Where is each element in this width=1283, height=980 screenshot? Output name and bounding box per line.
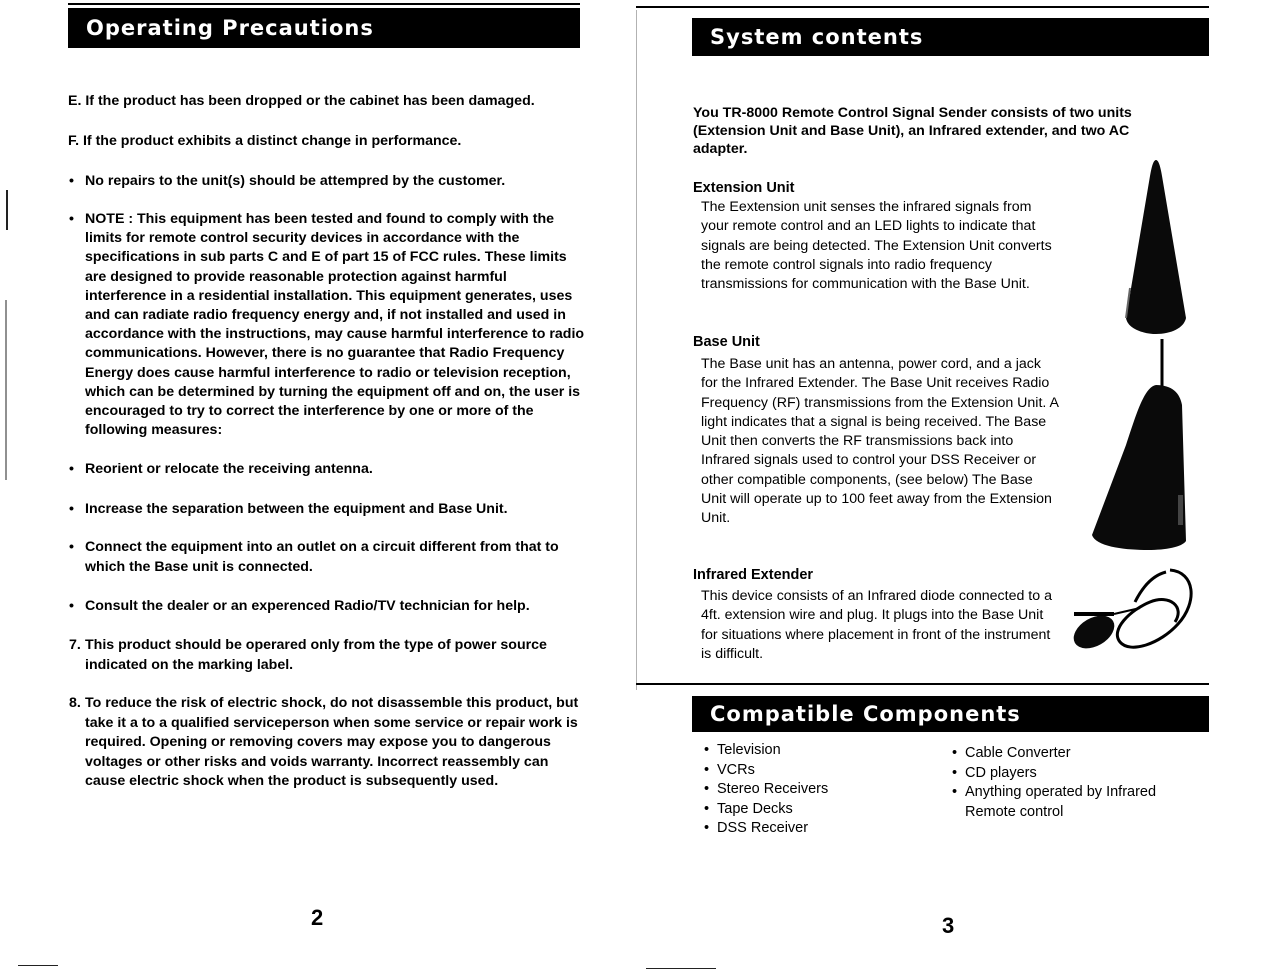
item-text: Increase the separation between the equipment and Base Unit.	[85, 501, 508, 517]
item-text: Cable Converter	[965, 745, 1071, 761]
list-item	[69, 460, 585, 480]
list-item: • VCRs	[704, 761, 755, 778]
scan-artifact	[5, 300, 7, 480]
item-number: 7.	[69, 637, 81, 653]
bullet: •	[69, 461, 74, 477]
item-number: 8.	[69, 695, 81, 711]
item-text: F. If the product exhibits a distinct change in performance.	[68, 133, 462, 149]
top-rule	[636, 6, 1209, 8]
base-unit-text: The Base unit has an antenna, power cord, and a jack for the Infrared Extender. The Base Unit receives Radio Frequency (RF) transmissions from the Extension Unit. A light indicates that a signal is being received. The Base Unit then converts the RF transmissions back into Infrared signals used to control your DSS Receiver or other compatible components, (see below) The Base Unit will operate up to 100 feet away from the Extension Unit.	[701, 356, 1059, 527]
extension-unit-image	[1116, 158, 1196, 338]
item-text: To reduce the risk of electric shock, do not disassemble this product, but take it a to a qualified serviceperson when some service or repair work is required. Opening or removing covers may expose you to dangerous voltages or other risks and voids warranty. Incorrect reassembly can cause electric shock when the product is subsequently used.	[85, 695, 579, 789]
item-text: Television	[717, 742, 781, 758]
item-text: Stereo Receivers	[717, 781, 829, 797]
scan-artifact	[18, 965, 58, 966]
item-text: No repairs to the unit(s) should be attempred by the customer.	[85, 173, 506, 189]
list-item: • CD players	[952, 764, 1037, 781]
item-text: Tape Decks	[717, 800, 793, 817]
item-text: Consult the dealer or an experenced Radio/TV technician for help.	[85, 598, 530, 614]
compatible-list-right	[952, 744, 1192, 822]
extension-unit-text: The Eextension unit senses the infrared signals from your remote control and an LED lights to indicate that signals are being detected. The Extension Unit converts the remote control signals into radio frequency transmissions for communication with the Base Unit.	[701, 199, 1052, 293]
item-text: Anything operated by Infrared Remote control	[965, 784, 1157, 820]
intro-text: You TR-8000 Remote Control Signal Sender consists of two units (Extension Unit and Base Unit), an Infrared extender, and two AC adapter.	[693, 105, 1132, 157]
base-unit-image	[1086, 335, 1196, 555]
item-text: VCRs	[717, 761, 755, 778]
list-item	[69, 172, 585, 192]
bullet: •	[69, 173, 74, 189]
infrared-extender-title: Infrared Extender	[693, 567, 814, 583]
list-item: • Television	[704, 742, 781, 758]
base-unit-title: Base Unit	[693, 334, 760, 350]
list-item: • Anything operated by Infrared Remote control	[952, 784, 1157, 820]
list-item: • Tape Decks	[704, 800, 793, 817]
section-rule	[636, 683, 1209, 685]
bullet: •	[69, 211, 74, 227]
item-text: NOTE : This equipment has been tested and found to comply with the limits for remote control security devices in accordance with the specifications in sub parts C and E of part 15 of FCC rules. These limits are designed to provide reasonable protection against harmful interference in a residential installation. This equipment generates, uses and can radiate radio frequency energy and, if not installed and used in accordance with the instructions, may cause harmful interference to radio communications. However, there is no guarantee that Radio Frequency Energy does cause harmful interference to radio or television reception, which can be determined by turning the equipment off and on, the user is encouraged to try to correct the interference by one or more of the following measures:	[85, 211, 585, 439]
operating-precautions-header: Operating Precautions	[68, 8, 580, 48]
item-text: Connect the equipment into an outlet on a circuit different from that to which the Base unit is connected.	[85, 539, 559, 575]
list-item: • Stereo Receivers	[704, 781, 829, 797]
fcc-note	[69, 210, 585, 440]
bullet: •	[69, 501, 74, 517]
right-page	[636, 0, 1283, 980]
bullet: •	[69, 539, 74, 555]
list-item	[69, 597, 585, 617]
bullet: •	[69, 598, 74, 614]
page-number: 2	[311, 905, 324, 930]
page-edge	[636, 10, 637, 690]
top-rule	[68, 3, 580, 5]
system-contents-header: System contents	[692, 18, 1209, 56]
list-item: • DSS Receiver	[704, 820, 809, 836]
list-item	[69, 636, 590, 675]
list-item	[68, 92, 588, 112]
compatible-list-left	[704, 741, 934, 839]
page-number: 3	[942, 913, 955, 938]
infrared-extender-text: This device consists of an Infrared diode connected to a 4ft. extension wire and plug. It plugs into the Base Unit for situations where placement in front of the instrument is difficult.	[701, 588, 1052, 662]
infrared-extender-image	[1070, 562, 1200, 662]
list-item	[69, 694, 590, 792]
list-item	[69, 538, 585, 577]
left-page	[0, 0, 630, 980]
item-text: This product should be operared only from the type of power source indicated on the marking label.	[85, 637, 547, 673]
item-text: E. If the product has been dropped or the cabinet has been damaged.	[68, 93, 535, 109]
scan-artifact	[646, 968, 716, 969]
item-text: DSS Receiver	[717, 820, 809, 836]
compatible-components-header: Compatible Components	[692, 696, 1209, 732]
item-text: CD players	[965, 764, 1037, 781]
scan-artifact	[6, 190, 8, 230]
extension-unit-title: Extension Unit	[693, 180, 795, 196]
list-item	[69, 500, 585, 520]
list-item: • Cable Converter	[952, 745, 1071, 761]
item-text: Reorient or relocate the receiving antenna.	[85, 461, 373, 477]
list-item	[68, 132, 588, 152]
